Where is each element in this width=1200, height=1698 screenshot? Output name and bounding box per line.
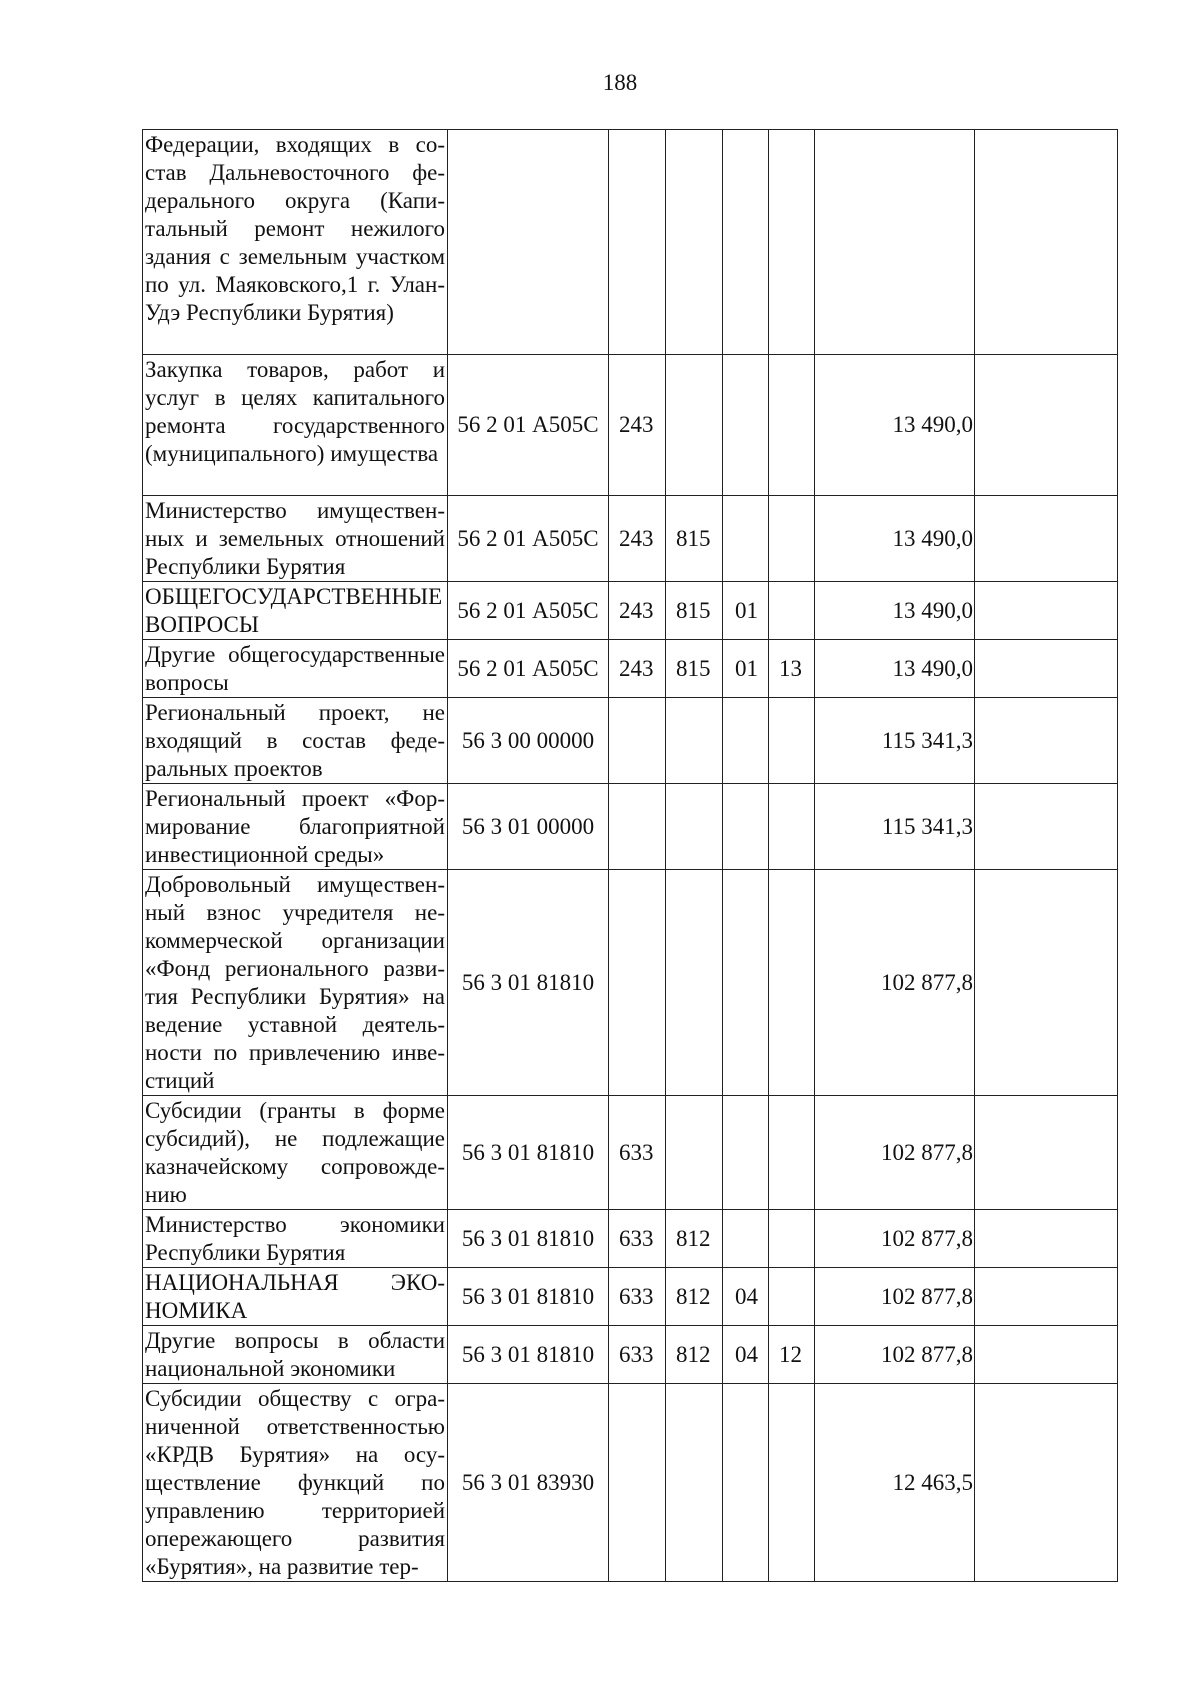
cell-pr: [769, 1268, 815, 1326]
cell-vr: [609, 870, 666, 1096]
table-row: [143, 1384, 1118, 1582]
cell-extra: [975, 1210, 1118, 1268]
cell-pr: [769, 582, 815, 640]
cell-rz: [723, 1384, 769, 1582]
table-row: [143, 496, 1118, 582]
cell-vr: [609, 698, 666, 784]
cell-csr: 56 3 00 00000: [448, 698, 609, 784]
table-row: [143, 1326, 1118, 1384]
cell-grbs: 815: [666, 582, 723, 640]
cell-pr: [769, 355, 815, 496]
table-row: [143, 870, 1118, 1096]
cell-grbs: [666, 130, 723, 355]
cell-csr: 56 3 01 81810: [448, 1210, 609, 1268]
cell-pr: 13: [769, 640, 815, 698]
cell-csr: 56 2 01 А505С: [448, 355, 609, 496]
cell-pr: [769, 1210, 815, 1268]
table-row: [143, 582, 1118, 640]
cell-extra: [975, 355, 1118, 496]
cell-grbs: [666, 698, 723, 784]
cell-vr: 633: [609, 1268, 666, 1326]
cell-rz: [723, 355, 769, 496]
cell-extra: [975, 496, 1118, 582]
budget-table: [142, 129, 1118, 1582]
cell-vr: [609, 784, 666, 870]
cell-sum: 102 877,8: [815, 1268, 975, 1326]
cell-vr: 633: [609, 1326, 666, 1384]
cell-vr: 243: [609, 582, 666, 640]
cell-name: НАЦИОНАЛЬНАЯ ЭКОНОМИКА: [143, 1268, 448, 1326]
cell-vr: [609, 130, 666, 355]
cell-rz: [723, 698, 769, 784]
cell-vr: 243: [609, 355, 666, 496]
cell-grbs: [666, 784, 723, 870]
cell-sum: 13 490,0: [815, 496, 975, 582]
cell-extra: [975, 1268, 1118, 1326]
cell-rz: [723, 870, 769, 1096]
cell-csr: 56 2 01 А505С: [448, 582, 609, 640]
table-row: [143, 1210, 1118, 1268]
cell-csr: 56 3 01 83930: [448, 1384, 609, 1582]
table-body: [143, 130, 1118, 1582]
cell-rz: [723, 1096, 769, 1210]
cell-grbs: 812: [666, 1210, 723, 1268]
cell-sum: 13 490,0: [815, 640, 975, 698]
cell-name: Другие вопросы в области национальной экономики: [143, 1326, 448, 1384]
cell-rz: [723, 130, 769, 355]
cell-rz: [723, 784, 769, 870]
cell-grbs: 815: [666, 496, 723, 582]
table-row: [143, 640, 1118, 698]
cell-extra: [975, 582, 1118, 640]
cell-pr: [769, 1096, 815, 1210]
cell-csr: 56 2 01 А505С: [448, 640, 609, 698]
cell-pr: [769, 698, 815, 784]
cell-pr: [769, 870, 815, 1096]
cell-csr: 56 3 01 81810: [448, 1268, 609, 1326]
cell-sum: 102 877,8: [815, 870, 975, 1096]
cell-pr: [769, 784, 815, 870]
cell-name: Субсидии обществу с ограниченной ответственностью «КРДВ Бурятия» на осуществление функций по управлению территорией опережающего развития «Бурятия», на развитие тер-: [143, 1384, 448, 1582]
cell-grbs: [666, 1096, 723, 1210]
cell-name: ОБЩЕГОСУДАРСТВЕННЫЕ ВОПРОСЫ: [143, 582, 448, 640]
cell-vr: 633: [609, 1210, 666, 1268]
table-row: [143, 698, 1118, 784]
cell-vr: 243: [609, 496, 666, 582]
cell-sum: 102 877,8: [815, 1326, 975, 1384]
cell-rz: 04: [723, 1268, 769, 1326]
table-row: [143, 1268, 1118, 1326]
cell-rz: 04: [723, 1326, 769, 1384]
cell-csr: 56 3 01 81810: [448, 870, 609, 1096]
cell-extra: [975, 698, 1118, 784]
cell-sum: 13 490,0: [815, 582, 975, 640]
cell-sum: 115 341,3: [815, 698, 975, 784]
cell-vr: [609, 1384, 666, 1582]
cell-csr: 56 3 01 81810: [448, 1096, 609, 1210]
cell-grbs: [666, 1384, 723, 1582]
cell-sum: 102 877,8: [815, 1096, 975, 1210]
cell-grbs: [666, 355, 723, 496]
cell-rz: 01: [723, 582, 769, 640]
cell-grbs: 815: [666, 640, 723, 698]
cell-extra: [975, 130, 1118, 355]
cell-sum: 12 463,5: [815, 1384, 975, 1582]
cell-name: Закупка товаров, работ и услуг в целях капитального ремонта государственного (муниципального) имущества: [143, 355, 448, 496]
cell-rz: 01: [723, 640, 769, 698]
cell-name: Добровольный имущественный взнос учредителя некоммерческой организации «Фонд регионального развития Республики Бурятия» на ведение уставной деятельности по привлечению инвестиций: [143, 870, 448, 1096]
table-row: [143, 784, 1118, 870]
page-number: 188: [602, 70, 638, 95]
table-row: [143, 1096, 1118, 1210]
cell-vr: 633: [609, 1096, 666, 1210]
cell-pr: [769, 1384, 815, 1582]
cell-name: Субсидии (гранты в форме субсидий), не подлежащие казначейскому сопровождению: [143, 1096, 448, 1210]
cell-extra: [975, 640, 1118, 698]
cell-grbs: 812: [666, 1268, 723, 1326]
cell-sum: 102 877,8: [815, 1210, 975, 1268]
cell-name: Федерации, входящих в состав Дальневосточного федерального округа (Капитальный ремонт нежилого здания с земельным участком по ул. Маяковского,1 г. Улан-Удэ Республики Бурятия): [143, 130, 448, 355]
cell-name: Другие общегосударственные вопросы: [143, 640, 448, 698]
cell-csr: 56 2 01 А505С: [448, 496, 609, 582]
cell-sum: [815, 130, 975, 355]
cell-extra: [975, 1326, 1118, 1384]
cell-pr: [769, 496, 815, 582]
cell-csr: 56 3 01 00000: [448, 784, 609, 870]
cell-sum: 13 490,0: [815, 355, 975, 496]
cell-extra: [975, 1096, 1118, 1210]
cell-pr: [769, 130, 815, 355]
cell-rz: [723, 1210, 769, 1268]
cell-name: Министерство имущественных и земельных отношений Республики Бурятия: [143, 496, 448, 582]
cell-extra: [975, 784, 1118, 870]
cell-pr: 12: [769, 1326, 815, 1384]
table-row: [143, 355, 1118, 496]
cell-sum: 115 341,3: [815, 784, 975, 870]
cell-name: Региональный проект, не входящий в состав федеральных проектов: [143, 698, 448, 784]
cell-grbs: 812: [666, 1326, 723, 1384]
cell-extra: [975, 870, 1118, 1096]
cell-vr: 243: [609, 640, 666, 698]
table-row: [143, 130, 1118, 355]
cell-extra: [975, 1384, 1118, 1582]
cell-csr: [448, 130, 609, 355]
cell-grbs: [666, 870, 723, 1096]
cell-csr: 56 3 01 81810: [448, 1326, 609, 1384]
cell-rz: [723, 496, 769, 582]
cell-name: Министерство экономики Республики Бурятия: [143, 1210, 448, 1268]
cell-name: Региональный проект «Формирование благоприятной инвестиционной среды»: [143, 784, 448, 870]
